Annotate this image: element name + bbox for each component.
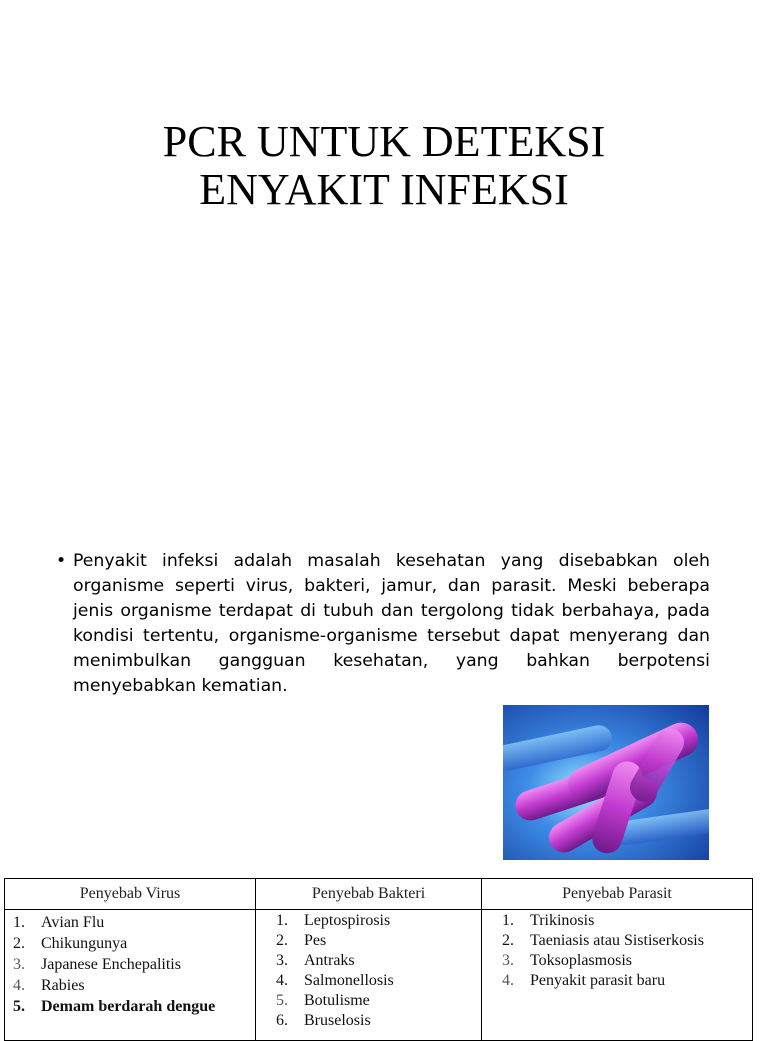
item-number: 1. [502,912,514,929]
list-item [13,996,255,1017]
list-item [13,954,255,975]
list-item [13,933,255,954]
virus-cell [5,910,256,1041]
slide-title-line-2: ENYAKIT INFEKSI [199,165,569,214]
item-number: 6. [276,1012,288,1029]
bakteri-list [256,910,481,1031]
list-item [502,971,752,991]
header-bakteri: Penyebab Bakteri [256,879,482,910]
bakteri-cell [256,910,482,1041]
item-number: 5. [13,998,25,1015]
parasit-list [482,910,752,991]
slide-title-line-1: PCR UNTUK DETEKSI [162,117,606,166]
list-item [276,971,481,991]
item-label: Penyakit parasit baru [530,972,666,989]
list-item [13,975,255,996]
item-label: Taeniasis atau Sistiserkosis [530,932,704,949]
list-item [276,931,481,951]
item-number: 1. [13,914,25,931]
item-number: 3. [502,952,514,969]
bacteria-illustration [503,705,709,860]
bullet-icon: • [56,551,67,571]
item-label: Botulisme [304,992,370,1009]
parasit-cell [482,910,753,1041]
virus-list [5,910,255,1017]
item-number: 3. [13,956,25,973]
list-item [13,912,255,933]
item-label: Demam berdarah dengue [41,998,216,1015]
list-item [502,951,752,971]
item-label: Japanese Enchepalitis [41,956,181,973]
item-label: Avian Flu [41,914,105,931]
item-label: Pes [304,932,327,949]
item-label: Leptospirosis [304,912,391,929]
list-item [276,1011,481,1031]
item-number: 4. [276,972,288,989]
item-number: 2. [13,935,25,952]
list-item [276,951,481,971]
item-label: Chikungunya [41,935,128,952]
item-label: Bruselosis [304,1012,371,1029]
table-row [5,910,753,1041]
list-item [502,931,752,951]
item-label: Rabies [41,977,85,994]
item-number: 3. [276,952,288,969]
item-label: Trikinosis [530,912,595,929]
table-header-row [5,879,753,910]
item-number: 5. [276,992,288,1009]
list-item [502,911,752,931]
item-number: 2. [502,932,514,949]
disease-table [4,878,753,1041]
slide-title [0,118,768,214]
header-parasit: Penyebab Parasit [482,879,753,910]
list-item [276,911,481,931]
item-label: Antraks [304,952,355,969]
item-number: 4. [13,977,25,994]
item-number: 4. [502,972,514,989]
item-label: Toksoplasmosis [530,952,632,969]
header-virus: Penyebab Virus [5,879,256,910]
item-number: 2. [276,932,288,949]
bullet-text: Penyakit infeksi adalah masalah kesehatan yang disebabkan oleh organisme seperti virus, bakteri, jamur, dan parasit. Meski beberapa jenis organisme terdapat di tubuh dan tergolong tidak berbahaya, pada kondisi tertentu, organisme-organisme tersebut dapat menyerang dan menimbulkan gangguan kesehatan, yang bahkan berpotensi menyebabkan kematian. [73,551,710,696]
bacteria-image [503,705,709,860]
item-label: Salmonellosis [304,972,394,989]
item-number: 1. [276,912,288,929]
list-item [276,991,481,1011]
